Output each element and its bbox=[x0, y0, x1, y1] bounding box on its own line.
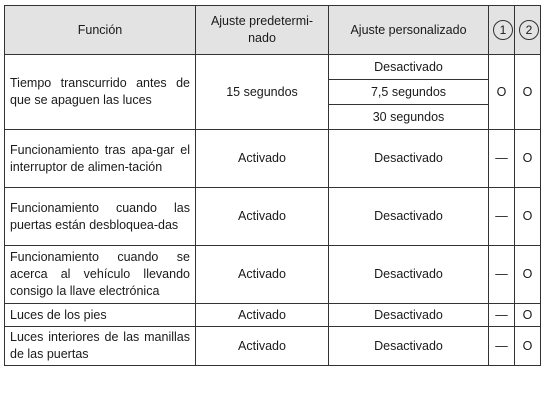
row-marker-1-value: — bbox=[489, 188, 515, 246]
row-marker-2-value: O bbox=[515, 246, 541, 304]
row-function-label: Luces interiores de las manillas de las puertas bbox=[5, 327, 196, 366]
table-row bbox=[5, 246, 541, 304]
table-header-row bbox=[5, 6, 541, 55]
row-marker-1-value: — bbox=[489, 246, 515, 304]
row-function-label: Tiempo transcurrido antes de que se apaguen las luces bbox=[5, 55, 196, 130]
row-function-label: Funcionamiento tras apa-gar el interruptor de alimen-tación bbox=[5, 130, 196, 188]
row-custom-option: 30 segundos bbox=[329, 105, 489, 130]
row-custom-value: Desactivado bbox=[329, 246, 489, 304]
row-function-label: Luces de los pies bbox=[5, 304, 196, 327]
customization-table bbox=[4, 5, 541, 366]
row-marker-2-value: O bbox=[515, 188, 541, 246]
row-custom-option: 7,5 segundos bbox=[329, 80, 489, 105]
table-row bbox=[5, 327, 541, 366]
header-funcion: Función bbox=[5, 6, 196, 55]
row-marker-2-value: O bbox=[515, 55, 541, 130]
row-marker-2-value: O bbox=[515, 304, 541, 327]
header-marker-2 bbox=[515, 6, 541, 55]
table-row bbox=[5, 188, 541, 246]
row-default-value: Activado bbox=[196, 188, 329, 246]
row-function-label: Funcionamiento cuando se acerca al vehículo llevando consigo la llave electrónica bbox=[5, 246, 196, 304]
circled-number-1-icon: 1 bbox=[493, 20, 513, 40]
row-default-value: Activado bbox=[196, 246, 329, 304]
row-default-value: Activado bbox=[196, 327, 329, 366]
row-custom-option: Desactivado bbox=[329, 55, 489, 80]
row-function-label: Funcionamiento cuando las puertas están desbloquea-das bbox=[5, 188, 196, 246]
row-custom-value: Desactivado bbox=[329, 327, 489, 366]
row-default-value: 15 segundos bbox=[196, 55, 329, 130]
settings-table-container bbox=[4, 5, 541, 366]
header-ajuste-predeterminado: Ajuste predetermi-nado bbox=[196, 6, 329, 55]
row-default-value: Activado bbox=[196, 304, 329, 327]
row-custom-value: Desactivado bbox=[329, 130, 489, 188]
row-marker-1-value: — bbox=[489, 130, 515, 188]
row-marker-2-value: O bbox=[515, 130, 541, 188]
row-marker-1-value: — bbox=[489, 304, 515, 327]
row-custom-value: Desactivado bbox=[329, 188, 489, 246]
row-marker-1-value: — bbox=[489, 327, 515, 366]
row-custom-value: Desactivado bbox=[329, 304, 489, 327]
table-row bbox=[5, 130, 541, 188]
table-row bbox=[5, 304, 541, 327]
row-marker-1-value: O bbox=[489, 55, 515, 130]
header-marker-1 bbox=[489, 6, 515, 55]
circled-number-2-icon: 2 bbox=[519, 20, 539, 40]
header-ajuste-personalizado: Ajuste personalizado bbox=[329, 6, 489, 55]
row-default-value: Activado bbox=[196, 130, 329, 188]
row-marker-2-value: O bbox=[515, 327, 541, 366]
table-row bbox=[5, 55, 541, 80]
